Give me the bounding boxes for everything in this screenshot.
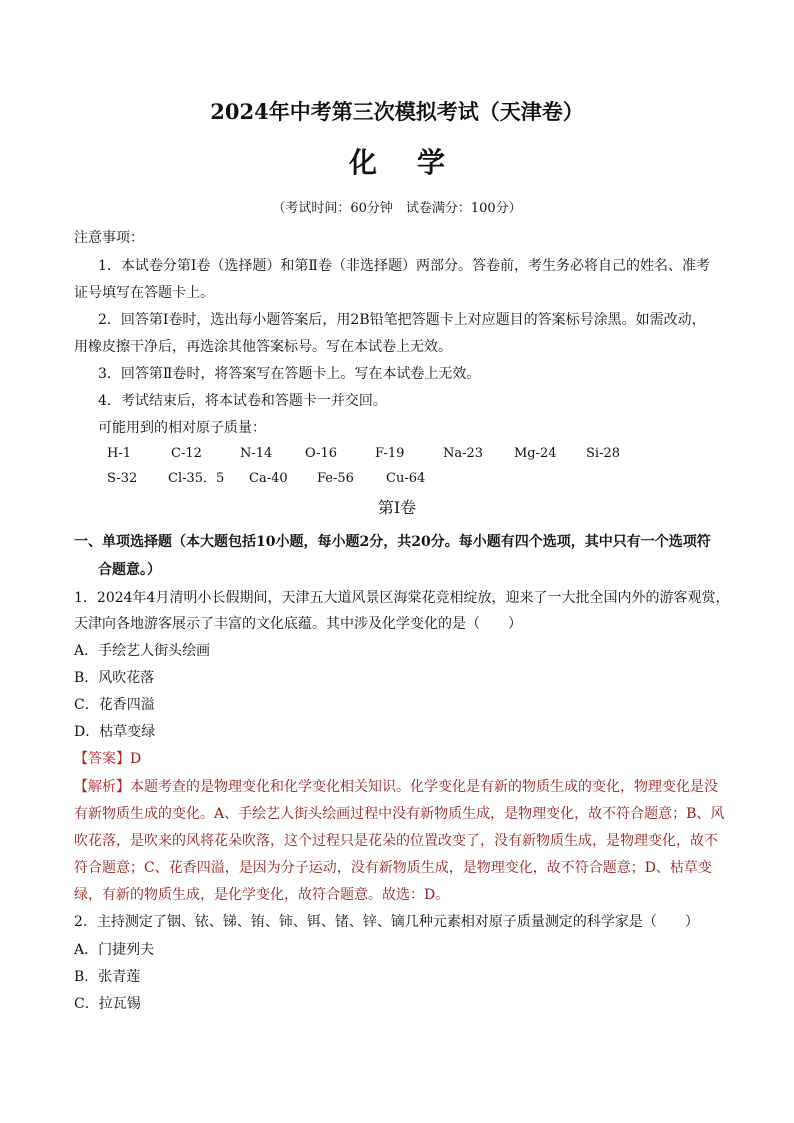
atomic-mass-item: S-32 [107, 471, 138, 486]
option-a: A．门捷列夫 [74, 942, 155, 958]
analysis-line: 吹花落，是吹来的风将花朵吹落，这个过程只是花朵的位置改变了，没有新物质生成，是物理变化，故不 [74, 833, 718, 849]
question-stem: 1．2024年4月清明小长假期间，天津五大道风景区海棠花竞相绽放，迎来了一大批全国内外的游客观赏， [74, 590, 730, 606]
analysis-line: 有新物质生成的变化。A、手绘艺人街头绘画过程中没有新物质生成，是物理变化，故不符合题意；B、风 [74, 806, 725, 822]
analysis-line [74, 777, 718, 797]
notice-line: 用橡皮擦干净后，再选涂其他答案标号。写在本试卷上无效。 [74, 339, 452, 355]
atomic-mass-item: N-14 [240, 446, 273, 461]
answer-line [74, 749, 141, 769]
notice-line: 1．本试卷分第Ⅰ卷（选择题）和第Ⅱ卷（非选择题）两部分。答卷前，考生务必将自己的姓名、准考 [98, 258, 710, 274]
section-heading-cont: 合题意。） [98, 562, 161, 578]
notice-line: 4．考试结束后，将本试卷和答题卡一并交回。 [98, 393, 387, 409]
option-c: C．拉瓦锡 [74, 996, 141, 1012]
analysis-label: 【解析】 [74, 779, 130, 795]
section-heading: 一、单项选择题（本大题包括10小题，每小题2分，共20分。每小题有四个选项，其中只有一个选项符 [74, 534, 711, 550]
volume-heading: 第Ⅰ卷 [377, 498, 417, 517]
option-b: B．风吹花落 [74, 670, 155, 686]
option-a: A．手绘艺人街头绘画 [74, 643, 211, 659]
question-stem: 2．主持测定了铟、铱、锑、铕、铈、铒、锗、锌、镝几种元素相对原子质量测定的科学家是（ ） [74, 914, 699, 930]
exam-title: 2024年中考第三次模拟考试（天津卷） [210, 99, 584, 124]
answer-value: D [130, 751, 142, 767]
atomic-mass-item: Fe-56 [317, 471, 354, 486]
question-stem: 天津向各地游客展示了丰富的文化底蕴。其中涉及化学变化的是（ ） [74, 616, 522, 632]
analysis-text: 本题考查的是物理变化和化学变化相关知识。化学变化是有新的物质生成的变化，物理变化是没 [130, 779, 718, 795]
notice-heading: 注意事项： [74, 230, 144, 246]
option-b: B．张青莲 [74, 969, 141, 985]
option-d: D．枯草变绿 [74, 724, 156, 740]
atomic-mass-item: Si-28 [586, 446, 620, 461]
option-c: C．花香四溢 [74, 697, 155, 713]
atomic-mass-item: Mg-24 [514, 446, 557, 461]
atomic-mass-item: Cl-35．5 [168, 471, 225, 486]
exam-info: （考试时间：60分钟 试卷满分：100分） [272, 201, 522, 216]
atomic-mass-heading: 可能用到的相对原子质量： [98, 420, 266, 436]
analysis-line: 符合题意；C、花香四溢，是因为分子运动，没有新物质生成，是物理变化，故不符合题意；D、枯草变 [74, 860, 712, 876]
atomic-mass-item: C-12 [171, 446, 202, 461]
atomic-mass-item: H-1 [107, 446, 132, 461]
notice-line: 证号填写在答题卡上。 [74, 285, 214, 301]
notice-line: 2．回答第Ⅰ卷时，选出每小题答案后，用2B铅笔把答题卡上对应题目的答案标号涂黑。如需改动， [98, 312, 706, 328]
atomic-mass-item: O-16 [305, 446, 338, 461]
atomic-mass-item: Ca-40 [249, 471, 288, 486]
atomic-mass-item: Na-23 [443, 446, 484, 461]
analysis-line: 绿，有新的物质生成，是化学变化，故符合题意。故选：D。 [74, 887, 450, 903]
atomic-mass-item: F-19 [375, 446, 405, 461]
answer-label: 【答案】 [74, 751, 130, 767]
atomic-mass-item: Cu-64 [386, 471, 426, 486]
subject-title: 化学 [348, 146, 485, 179]
notice-line: 3．回答第Ⅱ卷时，将答案写在答题卡上。写在本试卷上无效。 [98, 366, 481, 382]
